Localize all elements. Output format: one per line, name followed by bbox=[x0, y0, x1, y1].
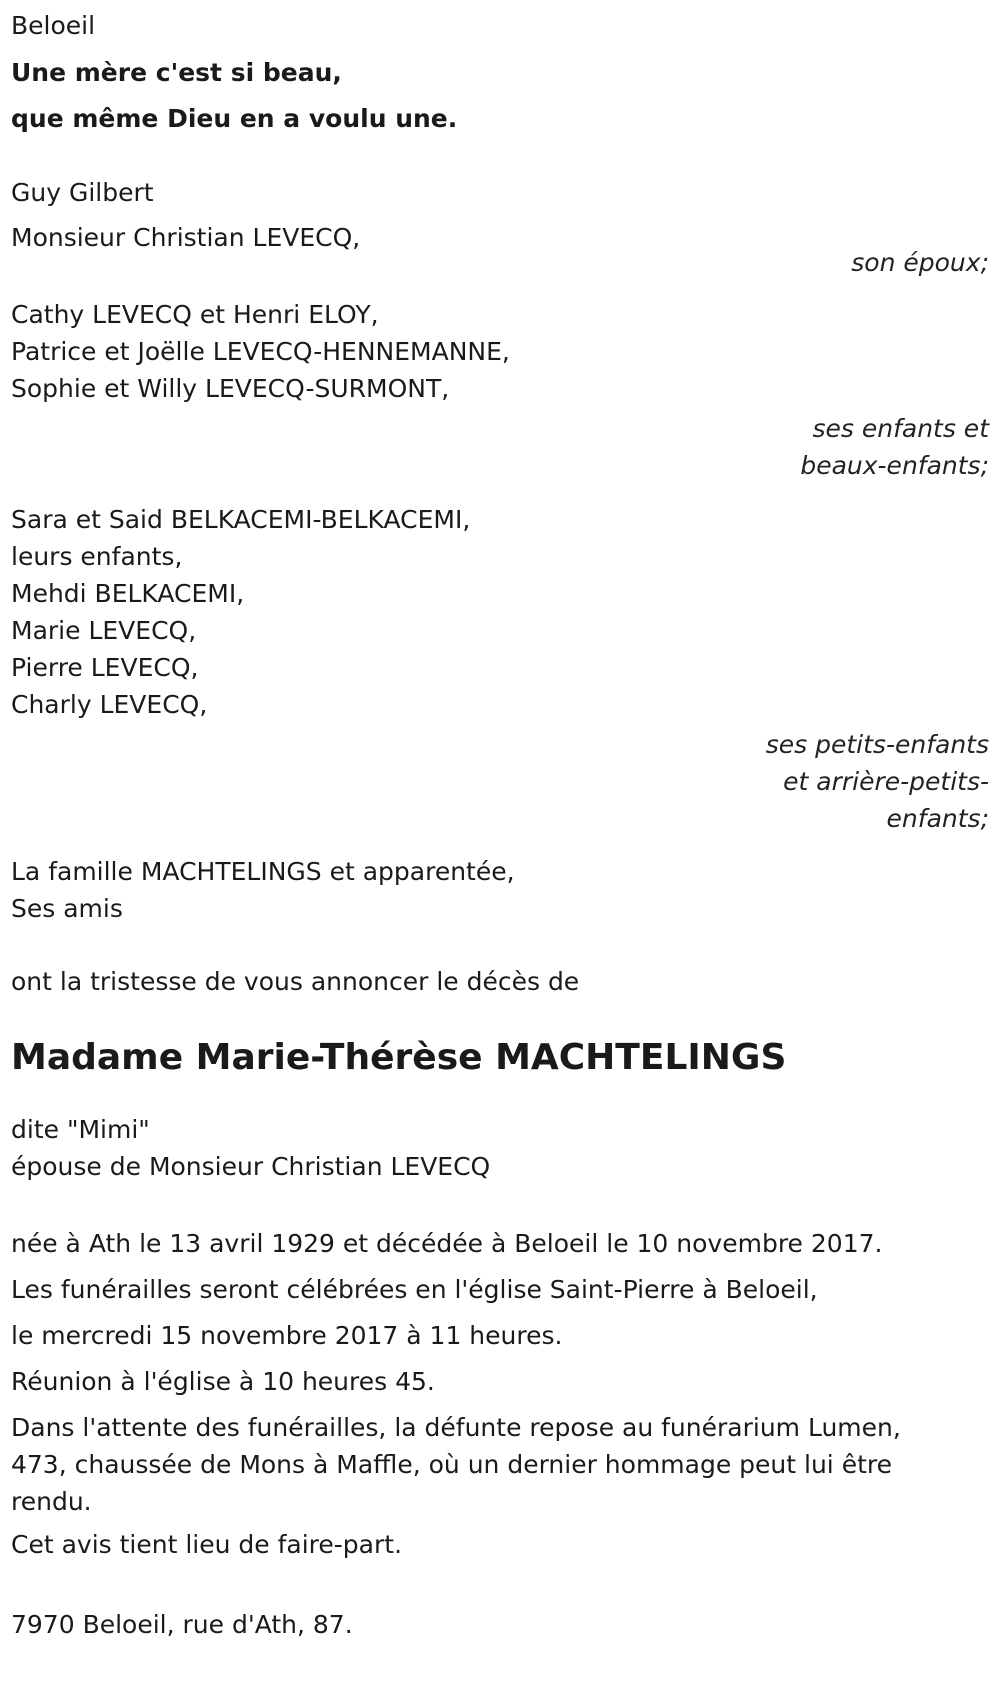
family-line: La famille MACHTELINGS et apparentée, bbox=[11, 857, 515, 886]
grandchild-entry: Sara et Said BELKACEMI-BELKACEMI, bbox=[11, 505, 471, 534]
grandchild-entry: Charly LEVECQ, bbox=[11, 690, 208, 719]
detail-line: née à Ath le 13 avril 1929 et décédée à Beloeil le 10 novembre 2017. bbox=[11, 1229, 883, 1258]
child-entry: Sophie et Willy LEVECQ-SURMONT, bbox=[11, 374, 450, 403]
grandchildren-relation-line-1: ses petits-enfants bbox=[765, 730, 989, 759]
deceased-name: Madame Marie-Thérèse MACHTELINGS bbox=[11, 1037, 787, 1078]
grandchildren-list bbox=[11, 501, 989, 723]
notice: Cet avis tient lieu de faire-part. bbox=[11, 1530, 403, 1559]
children-relation-line-1: ses enfants et bbox=[812, 414, 989, 443]
grandchildren-relation-line-2: et arrière-petits- bbox=[783, 767, 989, 796]
spouse-name: Monsieur Christian LEVECQ, bbox=[11, 223, 361, 252]
address: 7970 Beloeil, rue d'Ath, 87. bbox=[11, 1610, 353, 1639]
deceased-spouse: épouse de Monsieur Christian LEVECQ bbox=[11, 1152, 491, 1181]
detail-line: Les funérailles seront célébrées en l'église Saint-Pierre à Beloeil, bbox=[11, 1275, 818, 1304]
deceased-nickname: dite "Mimi" bbox=[11, 1115, 150, 1144]
detail-line: Réunion à l'église à 10 heures 45. bbox=[11, 1367, 435, 1396]
announcement: ont la tristesse de vous annoncer le décès de bbox=[11, 967, 580, 996]
grandchildren-relation-line-3: enfants; bbox=[886, 804, 989, 833]
funeral-details bbox=[11, 1221, 989, 1405]
grandchild-entry: Pierre LEVECQ, bbox=[11, 653, 199, 682]
rest-details bbox=[11, 1409, 989, 1520]
children-list bbox=[11, 296, 989, 407]
detail-line: le mercredi 15 novembre 2017 à 11 heures. bbox=[11, 1321, 563, 1350]
grandchild-entry: leurs enfants, bbox=[11, 542, 183, 571]
rest-line: 473, chaussée de Mons à Maffle, où un dernier hommage peut lui être bbox=[11, 1450, 892, 1479]
grandchild-entry: Mehdi BELKACEMI, bbox=[11, 579, 245, 608]
child-entry: Patrice et Joëlle LEVECQ-HENNEMANNE, bbox=[11, 337, 510, 366]
obituary-notice bbox=[11, 6, 989, 1648]
friends-line: Ses amis bbox=[11, 894, 123, 923]
spouse-relation: son époux; bbox=[851, 248, 989, 277]
children-relation-line-2: beaux-enfants; bbox=[800, 451, 989, 480]
grandchild-entry: Marie LEVECQ, bbox=[11, 616, 197, 645]
officiant: Guy Gilbert bbox=[11, 178, 154, 207]
quote-line-2: que même Dieu en a voulu une. bbox=[11, 104, 458, 133]
child-entry: Cathy LEVECQ et Henri ELOY, bbox=[11, 300, 379, 329]
quote-line-1: Une mère c'est si beau, bbox=[11, 58, 342, 87]
location: Beloeil bbox=[11, 11, 96, 40]
rest-line: rendu. bbox=[11, 1487, 92, 1516]
rest-line: Dans l'attente des funérailles, la défunte repose au funérarium Lumen, bbox=[11, 1413, 901, 1442]
